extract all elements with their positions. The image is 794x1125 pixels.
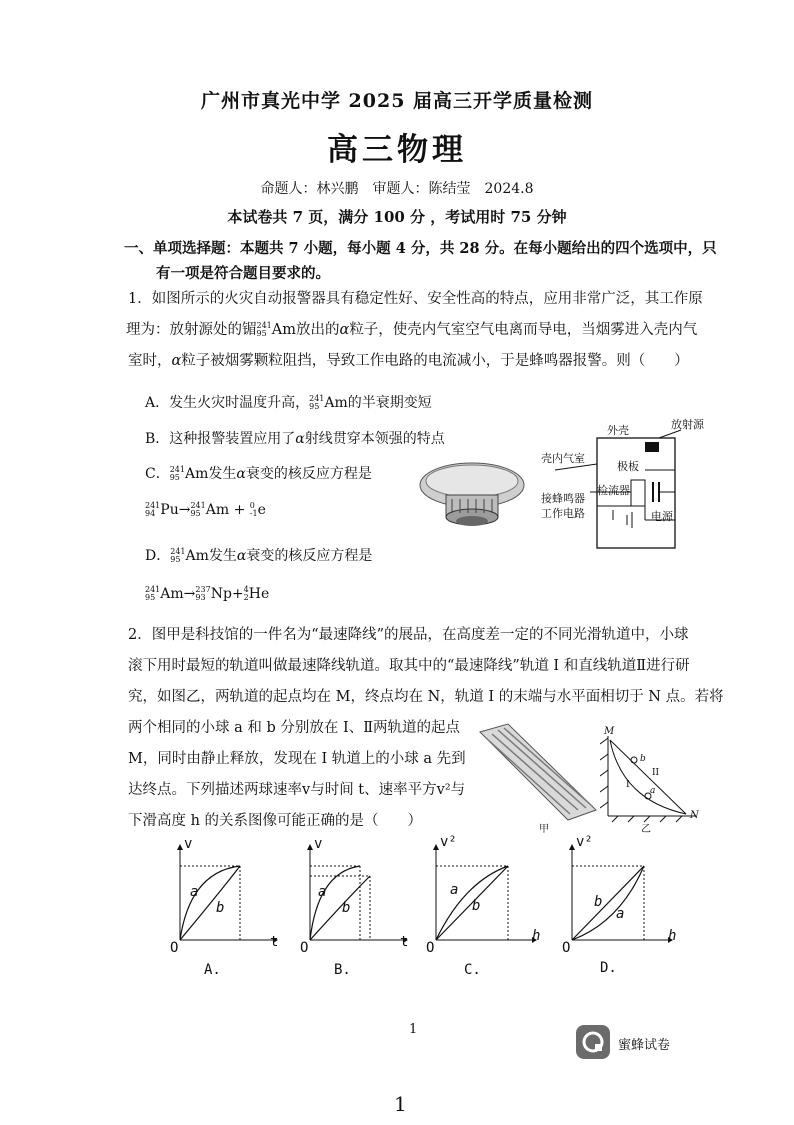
q1-option-b[interactable]: B．这种报警装置应用了α射线贯穿本领强的特点 (145, 431, 445, 447)
school-exam-title: 广州市真光中学 2025 届高三开学质量检测 (200, 90, 594, 112)
label-buzzer-1: 接蜂鸣器 (541, 492, 585, 505)
answer-graphs (168, 834, 688, 982)
label-chamber: 壳内气室 (541, 452, 585, 465)
label-track-II: II (652, 768, 660, 778)
q1-option-d-equation: 241 95 Am→ 237 93 Np+ 4 2 He (145, 585, 270, 602)
figure-jia-label: 甲 (539, 824, 549, 835)
label-buzzer-2: 工作电路 (541, 507, 585, 520)
graph-a[interactable]: v t O a b A. (170, 836, 279, 978)
label-ball-a: a (650, 786, 656, 796)
label-detector: 检流器 (597, 484, 630, 497)
page-number-small: 1 (409, 1022, 418, 1037)
graph-b[interactable]: v t O a b B. (300, 836, 409, 978)
graph-a-plot (168, 842, 278, 952)
q1-option-c-equation: 241 94 Pu→ 241 95 Am + 0 -1 e (145, 501, 266, 518)
label-N: N (690, 810, 699, 821)
label-battery: 电源 (651, 510, 673, 523)
q1-text (126, 284, 703, 377)
figure-yi-drawing (600, 730, 700, 830)
q2-line1: 2．图甲是科技馆的一件名为“最速降线”的展品，在高度差一定的不同光滑轨道中，小球 (128, 627, 689, 643)
q1-option-c[interactable]: C． 241 95 Am发生α衰变的核反应方程是 (145, 465, 372, 482)
label-plate: 极板 (617, 460, 639, 473)
graph-d[interactable]: v² h O b a D. (560, 842, 680, 977)
graph-a-label: A. (204, 962, 221, 978)
graph-d-label: D. (600, 960, 617, 976)
q1-line2: 理为：放射源处的镅 241 95 Am放出的α粒子，使壳内气室空气电离而导电，当烟雾进入壳内气 (126, 315, 688, 346)
watermark-logo-icon (576, 1025, 610, 1059)
detector-circuit-diagram (535, 420, 715, 555)
page-number-large: 1 (394, 1092, 407, 1116)
authors-line: 命题人：林兴鹏 审题人：陈结莹 2024.8 (260, 181, 534, 197)
section-heading-line2: 有一项是符合题目要求的。 (156, 265, 330, 282)
label-shell: 外壳 (607, 424, 629, 437)
figure-yi (600, 726, 700, 830)
label-M: M (604, 726, 615, 737)
label-track-I: I (626, 780, 630, 790)
q2-line7: 下滑高度 h 的关系图像可能正确的是（ ） (128, 813, 423, 829)
section-heading-line1: 一、单项选择题：本题共 7 小题，每小题 4 分，共 28 分。在每小题给出的四个选项中，只 (124, 240, 717, 257)
label-ball-b: b (640, 754, 646, 764)
q1-line1: 1．如图所示的火灾自动报警器具有稳定性好、安全性高的特点，应用非常广泛，其工作原 (128, 291, 703, 307)
graph-c-label: C. (464, 962, 481, 978)
q2-line4: 两个相同的小球 a 和 b 分别放在 I、Ⅱ两轨道的起点 (128, 720, 461, 736)
graph-b-plot (298, 842, 408, 952)
label-source: 放射源 (671, 418, 704, 431)
q1-option-d[interactable]: D． 241 95 Am发生α衰变的核反应方程是 (145, 547, 373, 564)
q2-line3: 究，如图乙，两轨道的起点均在 M，终点均在 N，轨道 I 的末端与水平面相切于 N 点。若将 (128, 689, 724, 705)
q1-line3: 室时，α粒子被烟雾颗粒阻挡，导致工作电路的电流减小，于是蜂鸣器报警。则（ ） (128, 353, 689, 369)
figure-yi-label: 乙 (641, 824, 651, 835)
exam-info: 本试卷共 7 页，满分 100 分 ，考试用时 75 分钟 (227, 208, 567, 226)
figure-jia-photo (478, 722, 598, 822)
graph-d-plot (560, 842, 680, 952)
q2-line5: M，同时由静止释放，发现在 I 轨道上的小球 a 先到 (128, 751, 466, 767)
graph-c-plot (424, 842, 544, 952)
subject-title: 高三物理 (327, 132, 467, 168)
section-heading (124, 236, 717, 286)
smoke-detector-photo (416, 455, 528, 541)
am-nuclide: 241 95 Am (256, 321, 297, 338)
graph-c[interactable]: v² h O a b C. (424, 842, 544, 977)
watermark-text: 蜜蜂试卷 (618, 1038, 671, 1053)
q2-line6: 达终点。下列描述两球速率v与时间 t、速率平方v²与 (128, 782, 466, 798)
graph-b-label: B. (334, 962, 351, 978)
q1-option-a[interactable]: A．发生火灾时温度升高， 241 95 Am的半衰期变短 (145, 394, 432, 411)
q2-line2: 滚下用时最短的轨道叫做最速降线轨道。取其中的“最速降线”轨道 I 和直线轨道Ⅱ进行研 (128, 658, 690, 674)
